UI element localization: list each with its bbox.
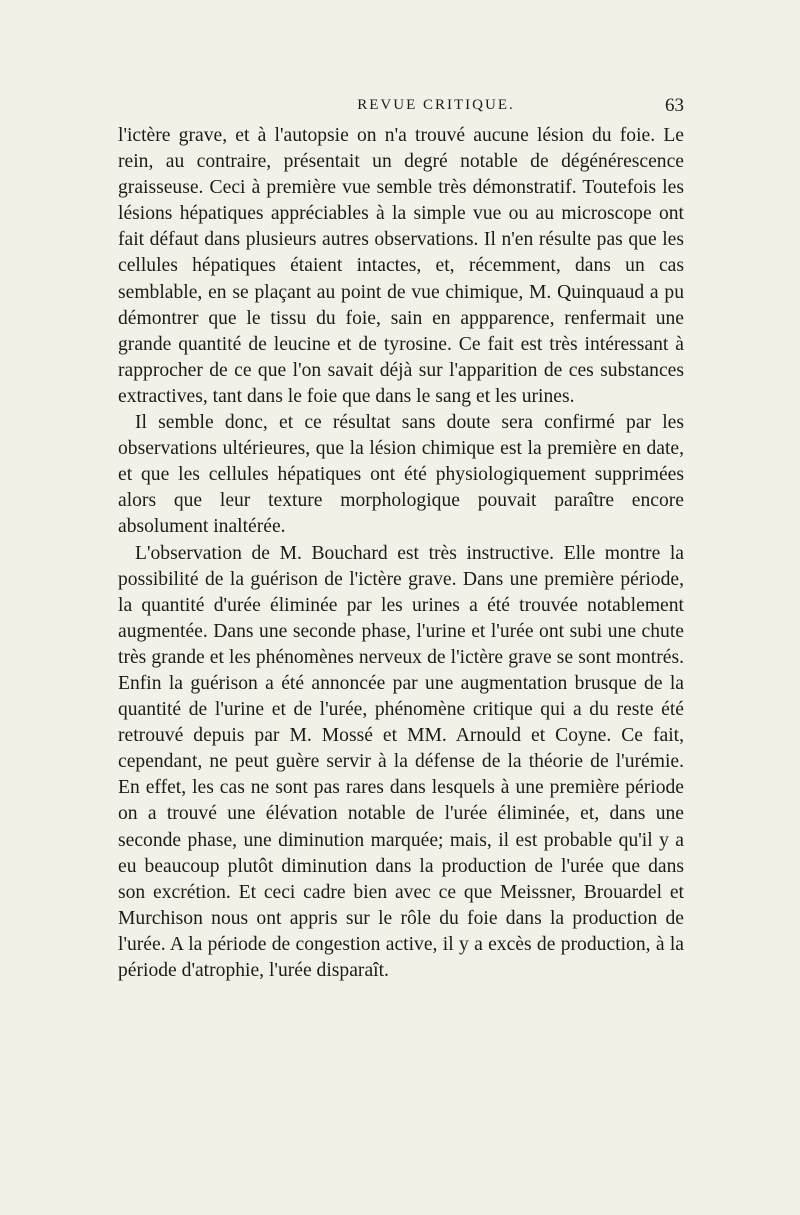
page-number: 63 [665,95,684,116]
running-header [118,97,684,121]
paragraph-2: Il semble donc, et ce résultat sans doute sera confirmé par les observations ultérieures, que la lésion chimique est la première en date, et que les cellules hépatiques ont été physiologiquement supprimées alors que leur texture morphologique pouvait paraître encore absolument inaltérée. [118,412,684,538]
body-text [118,123,684,984]
paragraph-1: l'ictère grave, et à l'autopsie on n'a trouvé aucune lésion du foie. Le rein, au contraire, présentait un degré notable de dégénérescence graisseuse. Ceci à première vue semble très démonstratif. Toutefois les lésions hépatiques appréciables à la simple vue ou au microscope ont fait défaut dans plusieurs autres observations. Il n'en résulte pas que les cellules hépatiques étaient intactes, et, récemment, dans un cas semblable, en se plaçant au point de vue chimique, M. Quinquaud a pu démontrer que le tissu du foie, sain en appparence, renfermait une grande quantité de leucine et de tyrosine. Ce fait est très intéressant à rapprocher de ce que l'on savait déjà sur l'apparition de ces substances extractives, tant dans le foie que dans le sang et les urines. [118,125,684,407]
running-title: REVUE CRITIQUE. [357,97,515,113]
paragraph-3: L'observation de M. Bouchard est très instructive. Elle montre la possibilité de la guérison de l'ictère grave. Dans une première période, la quantité d'urée éliminée par les urines a été trouvée notablement augmentée. Dans une seconde phase, l'urine et l'urée ont subi une chute très grande et les phénomènes nerveux de l'ictère grave se sont montrés. Enfin la guérison a été annoncée par une augmentation brusque de la quantité de l'urine et de l'urée, phénomène critique qui a du reste été retrouvé depuis par M. Mossé et MM. Arnould et Coyne. Ce fait, cependant, ne peut guère servir à la défense de la théorie de l'urémie. En effet, les cas ne sont pas rares dans lesquels à une première période on a trouvé une élévation notable de l'urée éliminée, et, dans une seconde phase, une diminution marquée; mais, il est probable qu'il y a eu beaucoup plutôt diminution dans la production de l'urée que dans son excrétion. Et ceci cadre bien avec ce que Meissner, Brouardel et Murchison nous ont appris sur le rôle du foie dans la production de l'urée. A la période de congestion active, il y a excès de production, à la période d'atrophie, l'urée disparaît. [118,542,684,981]
